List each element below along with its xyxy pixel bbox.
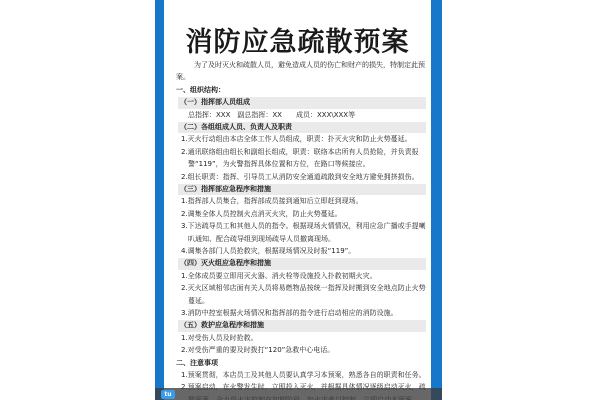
document-body xyxy=(176,59,428,400)
list-item: 1.指挥部人员集合，指挥部成员接到通知后立即赶到现场。 xyxy=(181,197,363,206)
list-item: 1.灭火行动组由本店全体工作人员组成，职责：扑灭火灾和防止火势蔓延。 xyxy=(181,135,412,144)
subsection-heading: （一）指挥部人员组成 xyxy=(178,97,426,109)
list-item: 2.灭火区域相邻店面有关人员将易燃物品按统一指挥及时搬到安全地点防止火势蔓延。 xyxy=(181,284,426,305)
subsection-heading: （四）灭火组应急程序和措施 xyxy=(178,258,426,270)
list-item: 总指挥：XXX 副总指挥：XX 成员：XXX\XXX等 xyxy=(188,110,356,119)
intro-paragraph: 为了及时灭火和疏散人员，避免造成人员的伤亡和财产的损失，特制定此预案。 xyxy=(176,61,425,82)
watermark-bar xyxy=(155,388,442,400)
list-item: 2.组长职责：指挥、引导员工从消防安全通道疏散到安全地方避免拥挤损伤。 xyxy=(181,172,419,181)
list-item: 3.下达疏导员工和其他人员的指令。根据现场火情情况，利用应急广播或手提喇叭通知、配合疏导组到现场疏导人员撤离现场。 xyxy=(181,222,426,243)
list-item: 1.对受伤人员及时抢救。 xyxy=(181,333,258,342)
list-item: 1.全体成员要立即用灭火器、消火栓等设施投入扑救初期火灾。 xyxy=(181,271,377,280)
left-background xyxy=(0,0,155,400)
list-item: 2.对受伤严重的要及时拨打“120”急救中心电话。 xyxy=(181,346,335,355)
list-item: 2.通讯联络组由组长和副组长组成，职责：联络本店所有人员抢险，并负责报警“119”，为火警指挥具体位置和方位，在路口等候接应。 xyxy=(181,147,419,169)
list-item: 3.消防中控室根据火场情况和指挥部的指令进行启动相应的消防设施。 xyxy=(181,309,398,318)
list-item: 4.调集各部门人员抢救灾，根据现场情况及时报“119”。 xyxy=(181,247,356,256)
list-item: 1.预案贯彻，本店员工及其他人员要认真学习本预案，熟悉各自的职责和任务。 xyxy=(181,371,426,380)
section-heading: 一、组织结构： xyxy=(176,85,225,94)
subsection-heading: （五）救护应急程序和措施 xyxy=(178,320,426,332)
site-logo-icon: tu xyxy=(161,390,175,399)
subsection-heading: （三）指挥部应急程序和措施 xyxy=(178,184,426,196)
section-heading: 二、注意事项 xyxy=(176,358,218,367)
list-item: 2.调集全体人员控制火点消灭火灾，防止火势蔓延。 xyxy=(181,209,342,218)
right-background xyxy=(442,0,600,400)
subsection-heading: （二）各组组成人员、负责人及职责 xyxy=(178,122,426,134)
document-title: 消防应急疏散预案 xyxy=(185,27,410,58)
document-poster xyxy=(155,0,442,400)
